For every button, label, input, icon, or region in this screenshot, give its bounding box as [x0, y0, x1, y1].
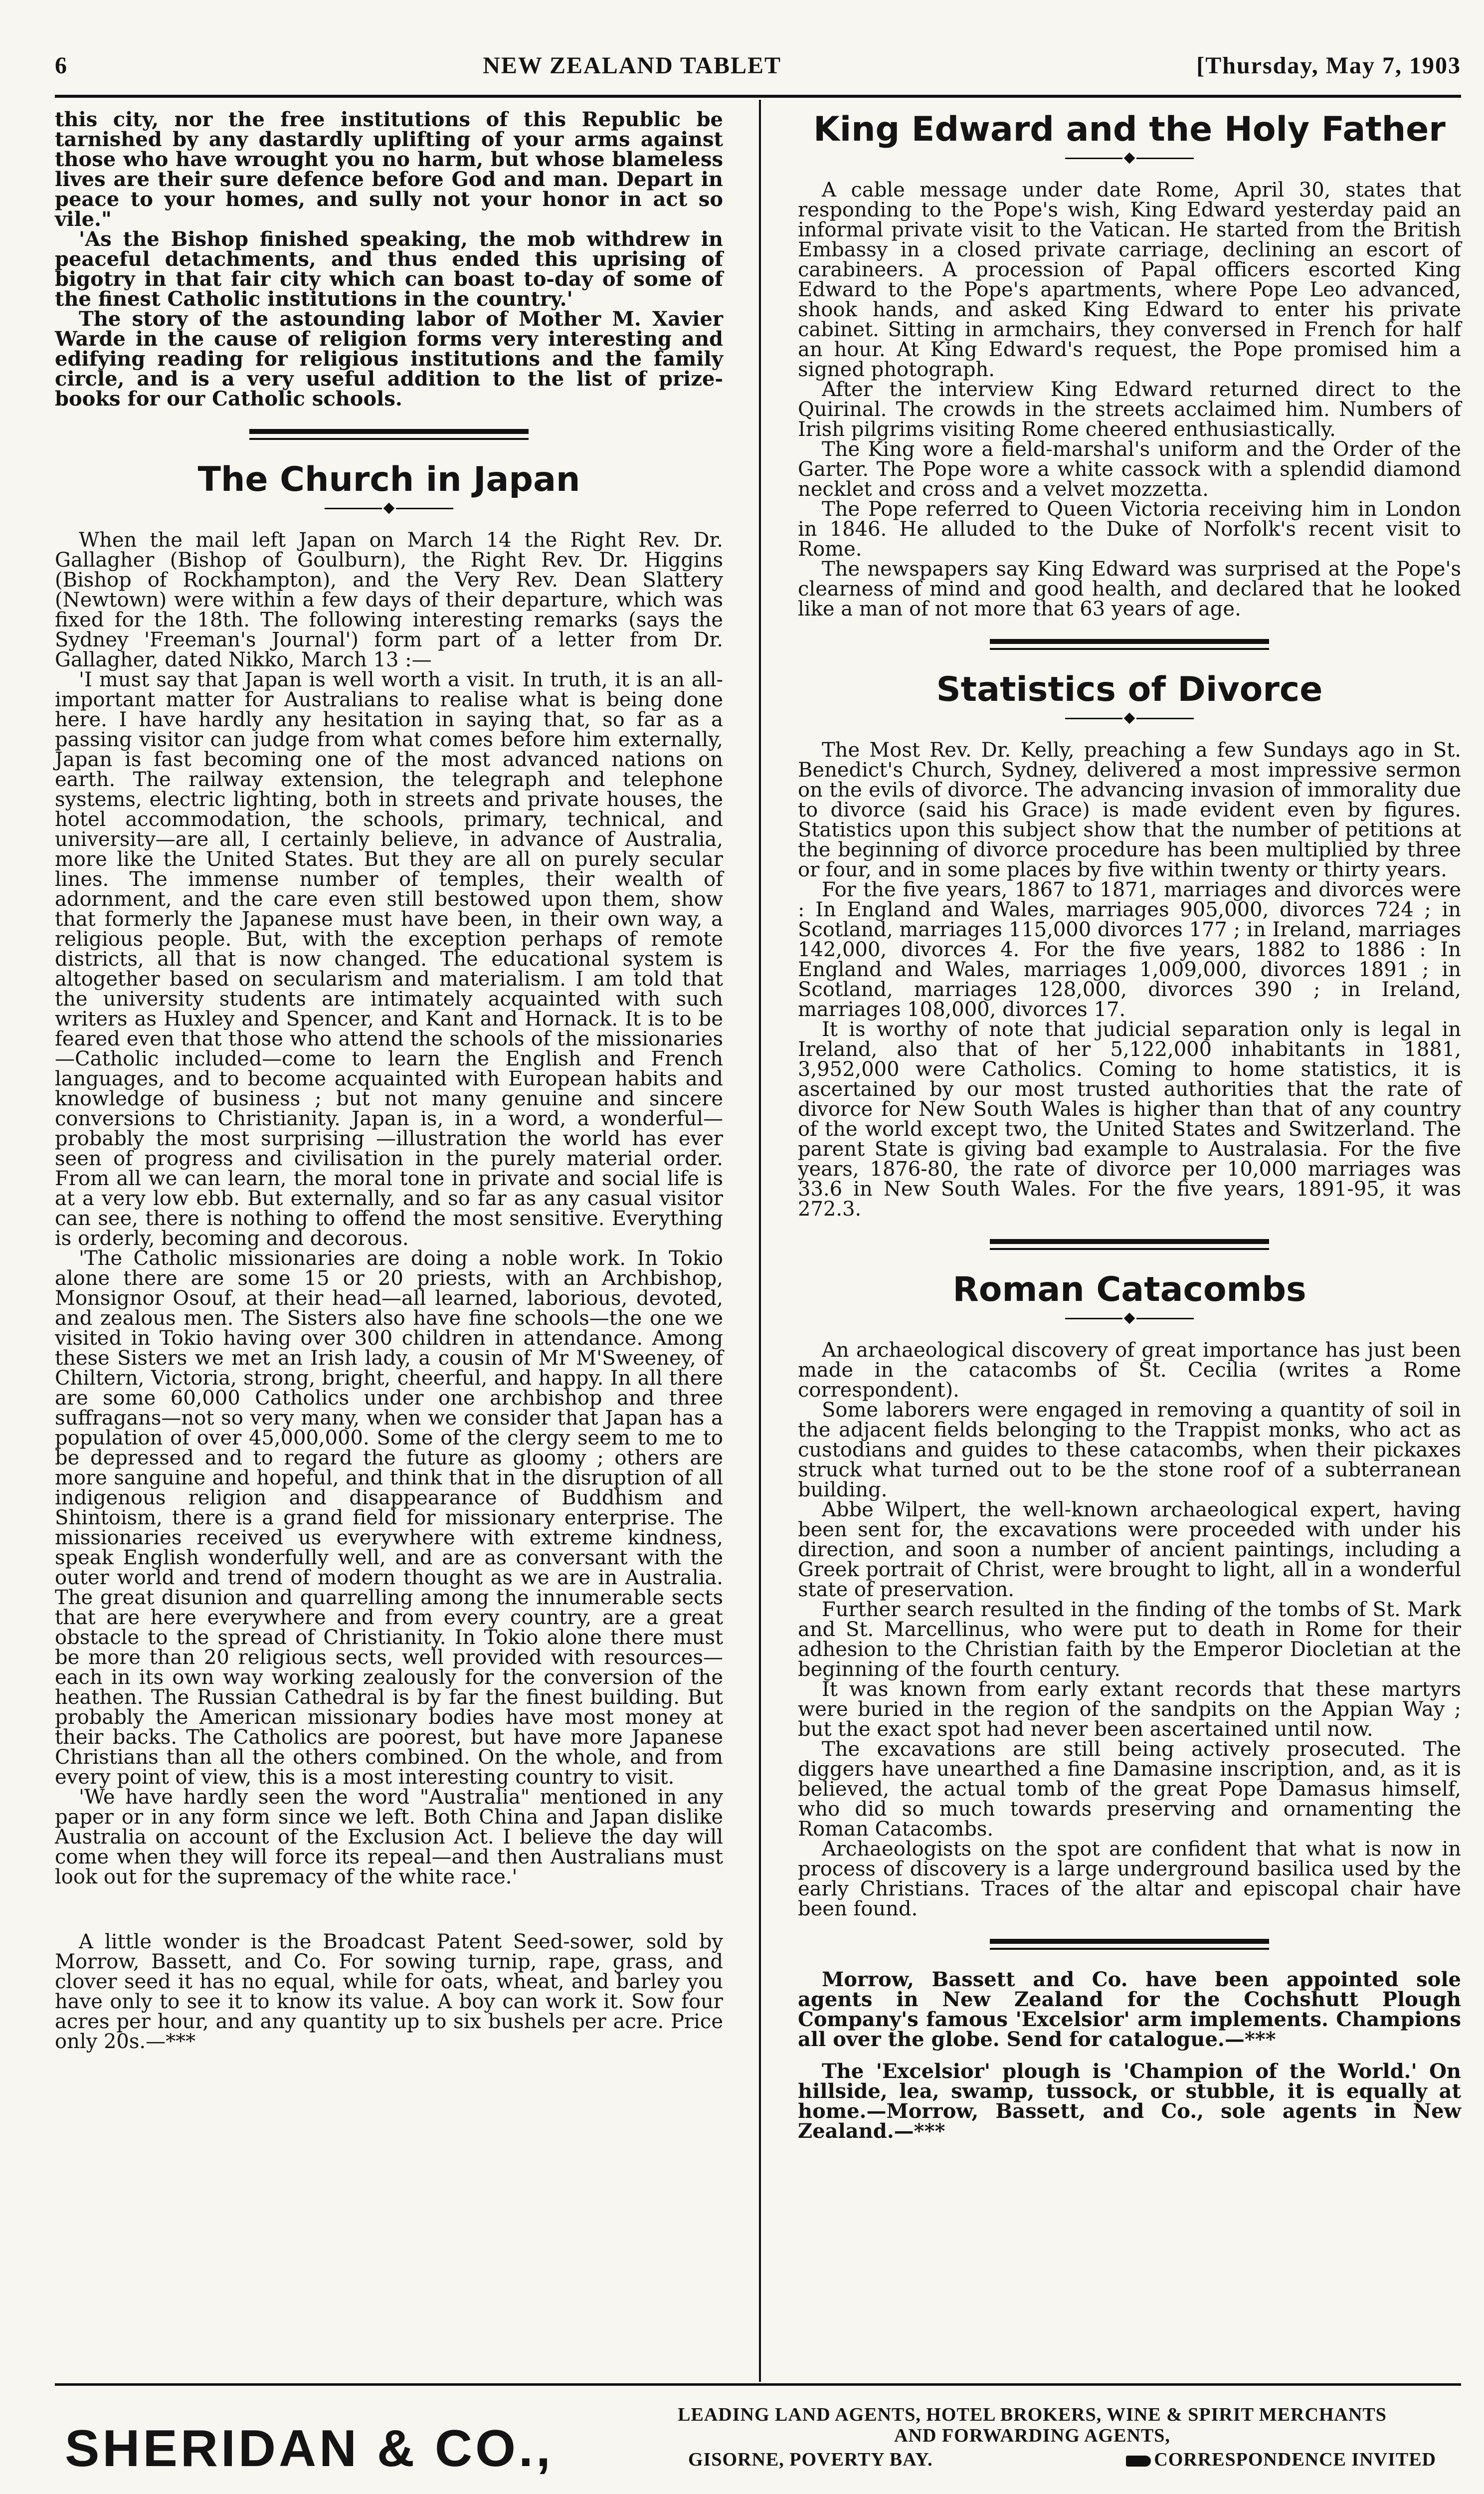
article-heading: Statistics of Divorce — [936, 670, 1323, 709]
advert-contact: CORRESPONDENCE INVITED — [1154, 2449, 1436, 2470]
advert-contact-wrap — [1126, 2449, 1436, 2470]
header-rule — [55, 95, 1461, 98]
paragraph: Further search resulted in the finding of the tombs of St. Mark and St. Marcellinus, who were put to death in Rome for their adhesion to the Christian faith by the Emperor Diocletian at the beginning of the fourth century. — [798, 1598, 1461, 1681]
section-rule — [249, 429, 529, 440]
right-column — [798, 110, 1461, 2141]
advert-location: GISORNE, POVERTY BAY. — [688, 2449, 933, 2470]
article-heading: Roman Catacombs — [952, 1270, 1306, 1309]
seed-sower-advert: A little wonder is the Broadcast Patent Seed-sower, sold by Morrow, Bassett, and Co. For sowing turnip, rape, grass, and clover seed it has no equal, while for oats, wheat, and barley you have only to see it to know its value. A boy can work it. Sow four acres per hour, and any quantity up to six bushels per acre. Price only 20s.—*** — [55, 1930, 723, 2053]
paragraph: Some laborers were engaged in removing a quantity of soil in the adjacent fields belonging to the Trappist monks, who act as custodians and guides to these catacombs, when their pickaxes struck what turned out to be the stone roof of a subterranean building. — [798, 1399, 1461, 1501]
advertiser-info — [598, 2404, 1466, 2470]
paragraph: When the mail left Japan on March 14 the Right Rev. Dr. Gallagher (Bishop of Goulburn), the Right Rev. Dr. Higgins (Bishop of Rockhampton), and the Very Rev. Dean Slattery (Newtown) were within a few days of their departure, which was fixed for the 18th. The following interesting remarks (says the Sydney 'Freeman's Journal') form part of a letter from Dr. Gallagher, dated Nikko, March 13 :— — [55, 529, 723, 671]
article-heading: The Church in Japan — [197, 460, 580, 499]
paragraph: The Most Rev. Dr. Kelly, preaching a few Sundays ago in St. Benedict's Church, Sydney, delivered a most impressive sermon on the evils of divorce. The advancing invasion of immorality due to divorce (said his Grace) is made evident even by figures. Statistics upon this subject show that the number of petitions at the beginning of divorce procedure has been multiplied by three or four, and in some places by five within twenty or thirty years. — [798, 739, 1461, 881]
paragraph: 'I must say that Japan is well worth a visit. In truth, it is an all-important matter for Australians to realise what is being done here. I have hardly any hesitation in saying that, so far as a passing visitor can judge from what comes before him externally, Japan is fast becoming one of the most advanced nations on earth. The railway extension, the telegraph and telephone systems, electric lighting, both in streets and private houses, the hotel accommodation, the schools, primary, technical, and university—are all, I certainly believe, in advance of Australia, more like the United States. But they are all on purely secular lines. The immense number of temples, their wealth of adornment, and the care even still bestowed upon them, show that formerly the Japanese must have been, in their own way, a religious people. But, with the exception perhaps of remote districts, all that is now changed. The educational system is altogether based on secularism and materialism. I am told that the university students are intimately acquainted with such writers as Huxley and Spencer, and Kant and Hornack. It is to be feared even that those who attend the schools of the missionaries—Catholic included—come to learn the English and French languages, and to become acquainted with European habits and knowledge of business ; but not many genuine and sincere conversions to Christianity. Japan is, in a word, a wonderful—probably the most surprising —illustration the world has ever seen of progress and civilisation in the purely material order. From all we can learn, the moral tone in private and social life is at a very low ebb. But externally, and so far as any casual visitor can see, there is nothing to offend the most sensitive. Everything is orderly, becoming and decorous. — [55, 668, 723, 1250]
section-rule — [990, 639, 1269, 650]
advert-line: AND FORWARDING AGENTS, — [894, 2425, 1170, 2446]
morrow-advert: Morrow, Bassett and Co. have been appointed sole agents in New Zealand for the Cochshutt Plough Company's famous 'Excelsior' arm implements. Champions all over the globe. Send for catalogue.—*** — [798, 1968, 1461, 2051]
page-number: 6 — [55, 52, 68, 79]
paragraph: The King wore a field-marshal's uniform and the Order of the Garter. The Pope wore a white cassock with a splendid diamond necklet and cross and a velvet mozzetta. — [798, 438, 1461, 501]
section-rule — [990, 1939, 1269, 1950]
paragraph: The newspapers say King Edward was surprised at the Pope's clearness of mind and good health, and declared that he looked like a man of not more that 63 years of age. — [798, 558, 1461, 621]
page-header — [55, 44, 1461, 87]
heading-ornament — [798, 1314, 1461, 1322]
advert-line: LEADING LAND AGENTS, HOTEL BROKERS, WINE & SPIRIT MERCHANTS — [678, 2404, 1387, 2425]
column-divider — [759, 100, 761, 2382]
paragraph: After the interview King Edward returned direct to the Quirinal. The crowds in the streets acclaimed him. Numbers of Irish pilgrims visiting Rome cheered enthusiastically. — [798, 378, 1461, 441]
heading-ornament — [798, 154, 1461, 162]
paragraph: Archaeologists on the spot are confident that what is now in process of discovery is a large underground basilica used by the early Christians. Traces of the altar and episcopal chair have been found. — [798, 1838, 1461, 1920]
issue-date: [Thursday, May 7, 1903 — [1196, 52, 1461, 79]
paragraph: For the five years, 1867 to 1871, marriages and divorces were : In England and Wales, marriages 905,000, divorces 724 ; in Scotland, marriages 115,000 divorces 177 ; in Ireland, marriages 142,000, divorces 4. For the five years, 1882 to 1886 : In England and Wales, marriages 1,009,000, divorces 1891 ; in Scotland, marriages 128,000, divorces 390 ; in Ireland, marriages 108,000, divorces 17. — [798, 878, 1461, 1021]
publication-title: NEW ZEALAND TABLET — [483, 52, 782, 79]
paragraph: It was known from early extant records that these martyrs were buried in the region of the sandpits on the Appian Way ; but the exact spot had never been ascertained until now. — [798, 1678, 1461, 1741]
heading-ornament — [798, 714, 1461, 722]
paragraph: An archaeological discovery of great importance has just been made in the catacombs of St. Cecilia (writes a Rome correspondent). — [798, 1339, 1461, 1402]
paragraph: 'The Catholic missionaries are doing a noble work. In Tokio alone there are some 15 or 20 priests, with an Archbishop, Monsignor Osouf, at their head—all learned, laborious, devoted, and zealous men. The Sisters also have fine schools—the one we visited in Tokio having over 300 children in attendance. Among these Sisters we met an Irish lady, a cousin of Mr M'Sweeney, of Chiltern, Victoria, strong, bright, cheerful, and happy. In all there are some 60,000 Catholics under one archbishop and three suffragans—not so very many, when we consider that Japan has a population of over 45,000,000. Some of the clergy seem to me to be depressed and to regard the future as gloomy ; others are more sanguine and hopeful, and think that in the disruption of all indigenous religion and disappearance of Buddhism and Shintoism, there is a grand field for missionary enterprise. The missionaries received us everywhere with extreme kindness, speak English wonderfully well, and are as conversant with the outer world and trend of modern thought as we are in Australia. The great disunion and quarrelling among the innumerable sects that are here everywhere and from every country, are a great obstacle to the spread of Christianity. In Tokio alone there must be more than 20 religious sects, well provided with resources—each in its own way working zealously for the conversion of the heathen. The Russian Cathedral is by far the finest building. But probably the American missionary bodies have most money at their backs. The Catholics are poorest, but have more Japanese Christians than all the others combined. On the whole, and from every point of view, this is a most interesting country to visit. — [55, 1247, 723, 1789]
heading-ornament — [55, 504, 723, 512]
paragraph: 'We have hardly seen the word "Australia" mentioned in any paper or in any form since we left. Both China and Japan dislike Australia on account of the Exclusion Act. I believe the day will come when they will force its repeal—and then Australians must look out for the supremacy of the white race.' — [55, 1786, 723, 1888]
paragraph: The Pope referred to Queen Victoria receiving him in London in 1846. He alluded to the Duke of Norfolk's recent visit to Rome. — [798, 498, 1461, 561]
footer-rule — [55, 2383, 1461, 2386]
continued-article — [55, 110, 723, 409]
footer-advert — [55, 2394, 1461, 2494]
paragraph: The excavations are still being actively prosecuted. The diggers have unearthed a fine Damasine inscription, and, as it is believed, the actual tomb of the great Pope Damasus himself, who did so much towards preserving and ornamenting the Roman Catacombs. — [798, 1738, 1461, 1841]
paragraph: 'As the Bishop finished speaking, the mob withdrew in peaceful detachments, and thus ended this uprising of bigotry in that fair city which can boast to-day of some of the finest Catholic institutions in the country.' — [55, 227, 723, 311]
paragraph: The story of the astounding labor of Mother M. Xavier Warde in the cause of religion forms very interesting and edifying reading for religious institutions and the family circle, and is a very useful addition to the list of prize-books for our Catholic schools. — [55, 307, 723, 411]
paragraph: A cable message under date Rome, April 30, states that responding to the Pope's wish, King Edward yesterday paid an informal private visit to the Vatican. He started from the British Embassy in a closed private carriage, declining an escort of carabineers. A procession of Papal officers escorted King Edward to the Pope's apartments, where Pope Leo advanced, shook hands, and asked King Edward to enter his private cabinet. Sitting in armchairs, they conversed in French for half an hour. At King Edward's request, the Pope promised him a signed photograph. — [798, 179, 1461, 381]
article-heading: King Edward and the Holy Father — [813, 110, 1446, 149]
paragraph: this city, nor the free institutions of this Republic be tarnished by any dastardly uplifting of your arms against those who have wrought you no harm, but whose blameless lives are their sure defence before God and man. Depart in peace to your homes, and sully not your honor in act so vile." — [55, 108, 723, 231]
section-rule — [990, 1239, 1269, 1250]
advertiser-name: SHERIDAN & CO., — [65, 2420, 554, 2478]
left-column — [55, 110, 723, 2052]
paragraph: It is worthy of note that judicial separation only is legal in Ireland, also that of her 5,122,000 inhabitants in 1881, 3,952,000 were Catholics. Coming to home statistics, it is ascertained by our most trusted authorities that the rate of divorce for New South Wales is higher than that of any country of the world except two, the United States and Switzerland. The parent State is giving bad example to Australasia. For the five years, 1876-80, the rate of divorce per 10,000 marriages was 33.6 in New South Wales. For the five years, 1891-95, it was 272.3. — [798, 1018, 1461, 1221]
pointing-hand-icon — [1126, 2456, 1151, 2467]
excelsior-advert: The 'Excelsior' plough is 'Champion of the World.' On hillside, lea, swamp, tussock, or stubble, it is equally at home.—Morrow, Bassett, and Co., sole agents in New Zealand.—*** — [798, 2060, 1461, 2143]
paragraph: Abbe Wilpert, the well-known archaeological expert, having been sent for, the excavations were proceeded with under his direction, and soon a number of ancient paintings, including a Greek portrait of Christ, were brought to light, all in a wonderful state of preservation. — [798, 1498, 1461, 1601]
